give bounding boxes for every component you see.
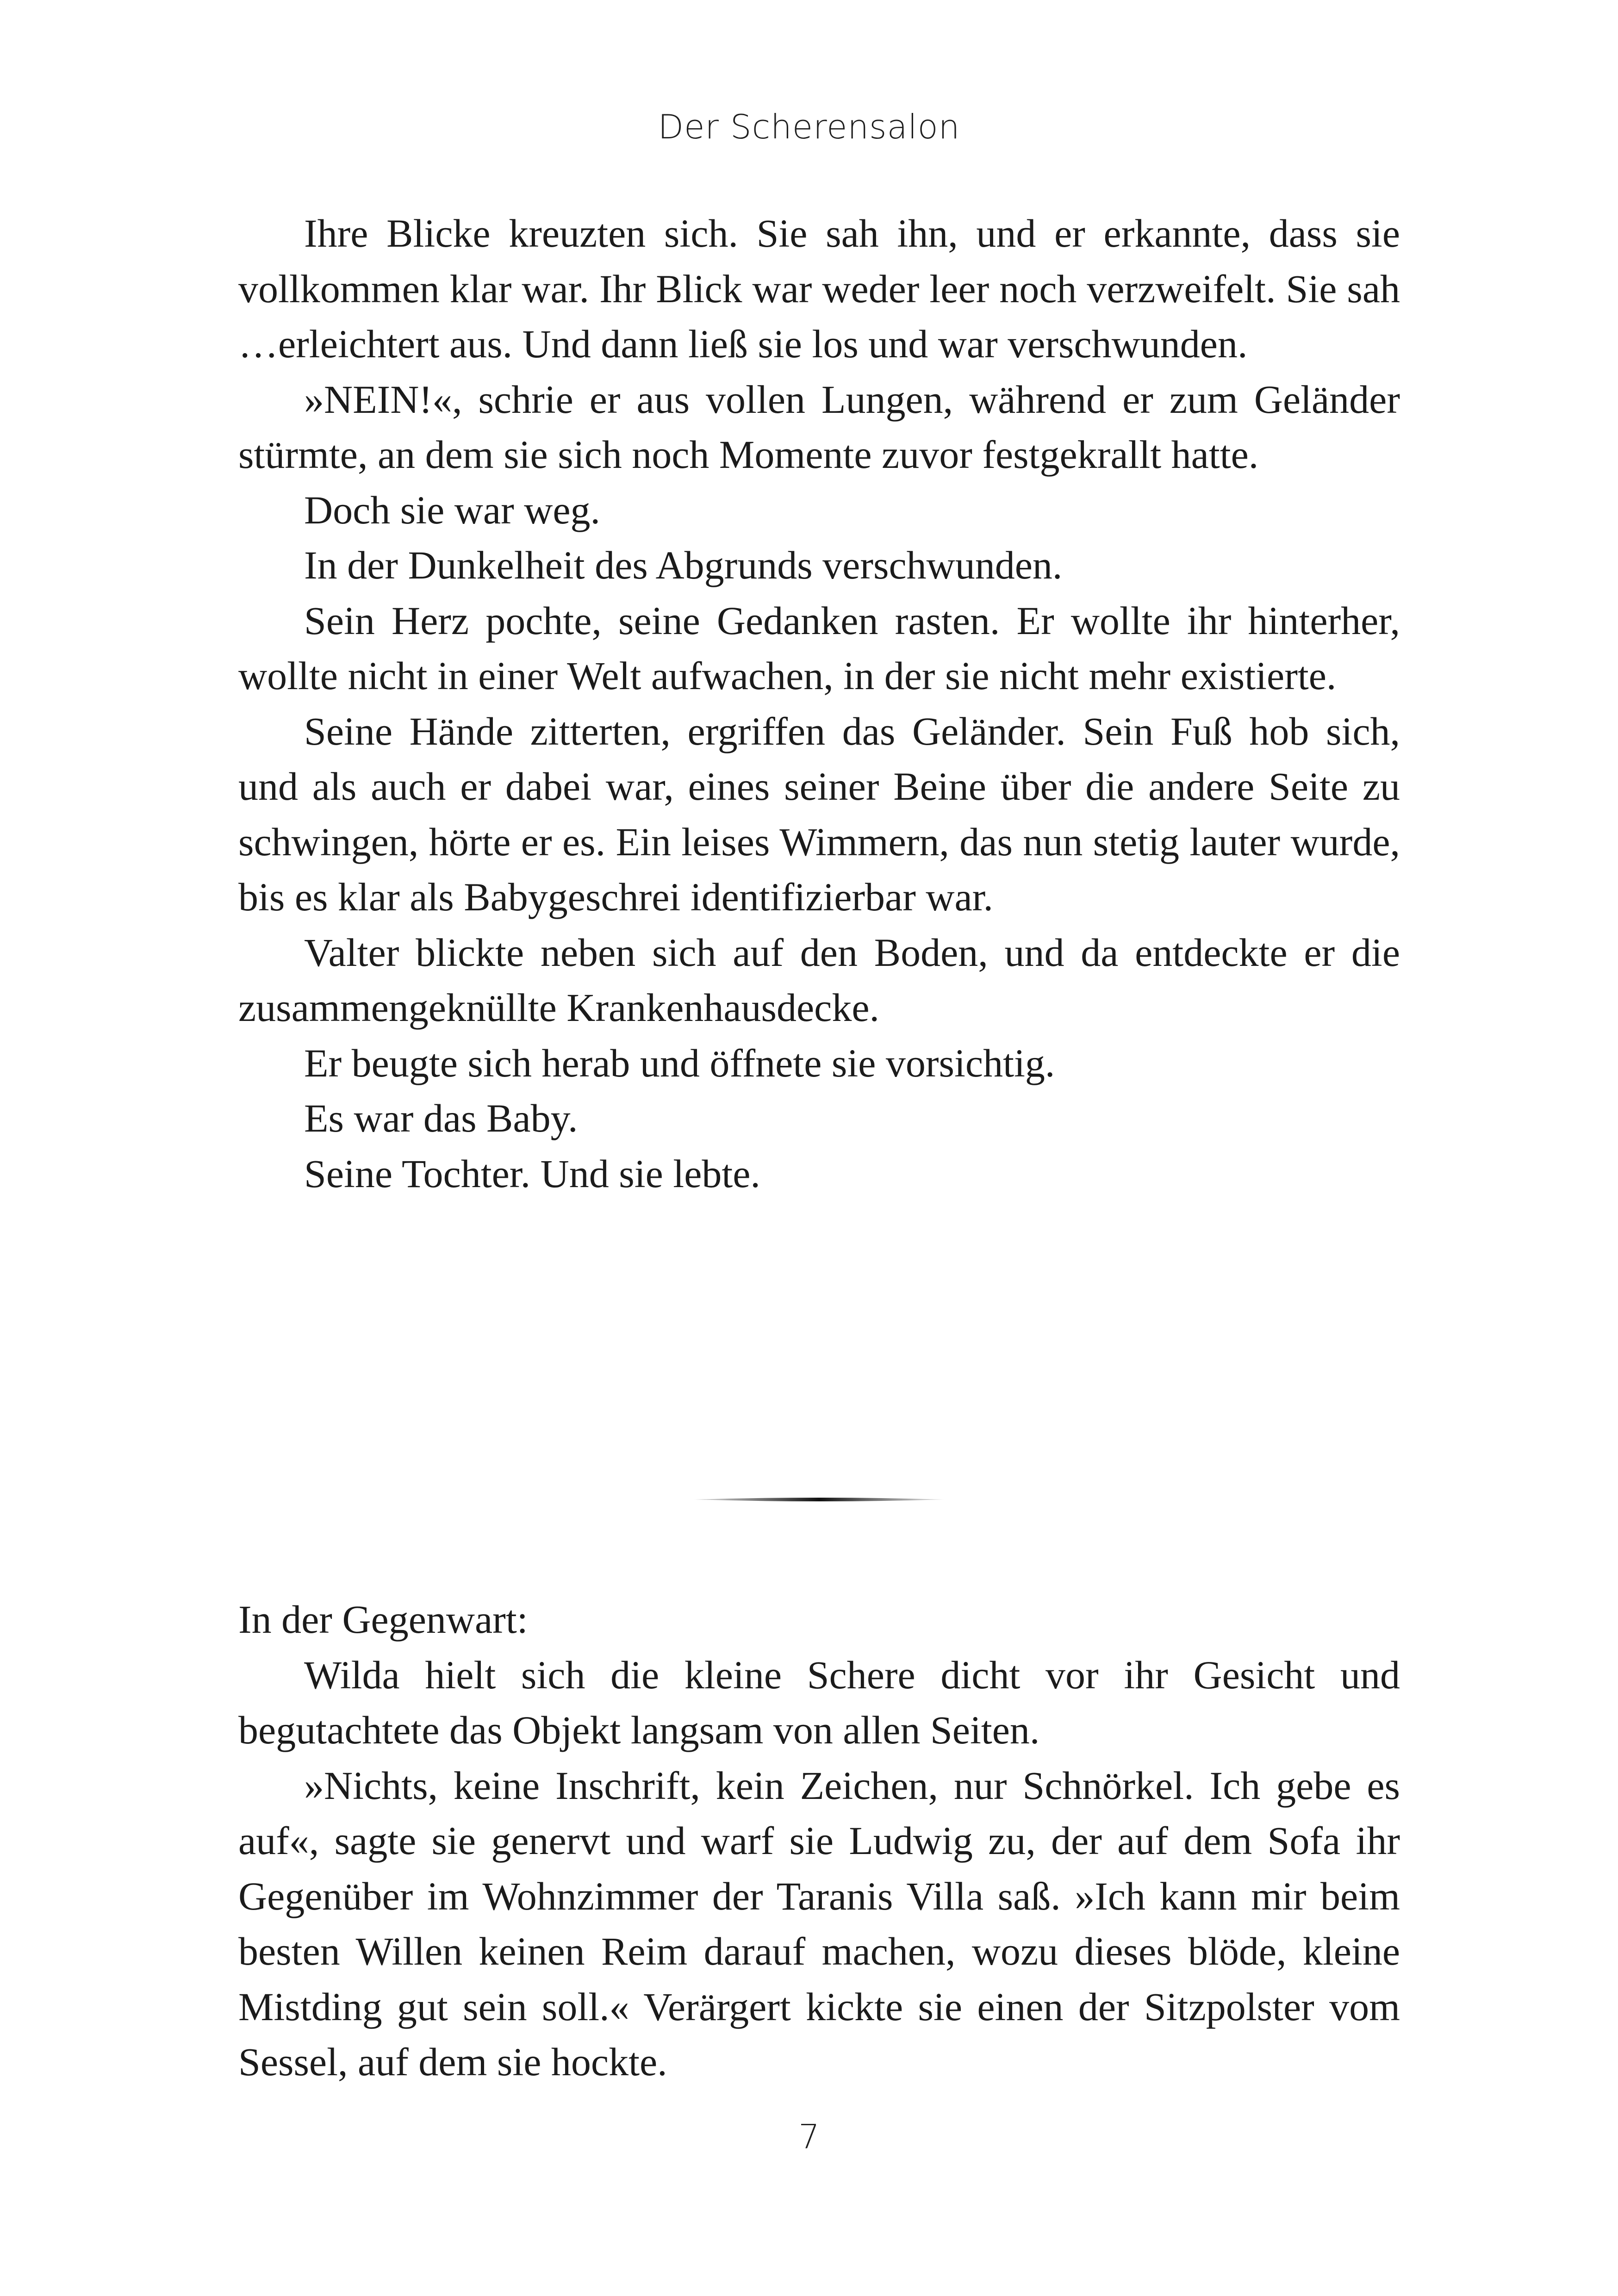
paragraph: Er beugte sich herab und öffnete sie vorsichtig.	[304, 1040, 1055, 1085]
paragraph: In der Dunkelheit des Abgrunds verschwunden.	[304, 543, 1063, 587]
paragraph: Sein Herz pochte, seine Gedanken rasten. Er wollte ihr hinterher, wollte nicht in einer Welt aufwachen, in der sie nicht mehr existierte.	[238, 598, 1400, 698]
section-divider-ornament	[694, 1496, 944, 1503]
paragraph: Seine Hände zitterten, ergriffen das Geländer. Sein Fuß hob sich, und als auch er dabei war, eines seiner Beine über die andere Seite zu schwingen, hörte er es. Ein leises Wimmern, das nun stetig lauter wurde, bis es klar als Babygeschrei identifizierbar war.	[238, 709, 1400, 919]
section-label: In der Gegenwart:	[238, 1597, 528, 1642]
running-header: Der Scherensalon	[658, 107, 960, 146]
paragraph: »NEIN!«, schrie er aus vollen Lungen, während er zum Geländer stürmte, an dem sie sich noch Momente zuvor festgekrallt hatte.	[238, 377, 1400, 477]
paragraph: Seine Tochter. Und sie lebte.	[304, 1151, 760, 1196]
paragraph: Es war das Baby.	[304, 1096, 578, 1140]
paragraph: Valter blickte neben sich auf den Boden, und da entdeckte er die zusammengeknüllte Krankenhausdecke.	[238, 930, 1400, 1030]
body-text-section-1	[238, 206, 1400, 1201]
paragraph: »Nichts, keine Inschrift, kein Zeichen, nur Schnörkel. Ich gebe es auf«, sagte sie genervt und warf sie Ludwig zu, der auf dem Sofa ihr Gegenüber im Wohnzimmer der Taranis Villa saß. »Ich kann mir beim besten Willen keinen Reim darauf machen, wozu dieses blöde, kleine Mistding gut sein soll.« Verärgert kickte sie einen der Sitzpolster vom Sessel, auf dem sie hockte.	[238, 1763, 1400, 2084]
page-number: 7	[798, 2117, 820, 2156]
body-text-section-2	[238, 1592, 1400, 2090]
paragraph: Ihre Blicke kreuzten sich. Sie sah ihn, und er erkannte, dass sie vollkommen klar war. Ihr Blick war weder leer noch verzweifelt. Sie sah …erleichtert aus. Und dann ließ sie los und war verschwunden.	[238, 211, 1400, 366]
paragraph: Doch sie war weg.	[304, 487, 601, 532]
paragraph: Wilda hielt sich die kleine Schere dicht vor ihr Gesicht und begutachtete das Objekt langsam von allen Seiten.	[238, 1652, 1400, 1752]
